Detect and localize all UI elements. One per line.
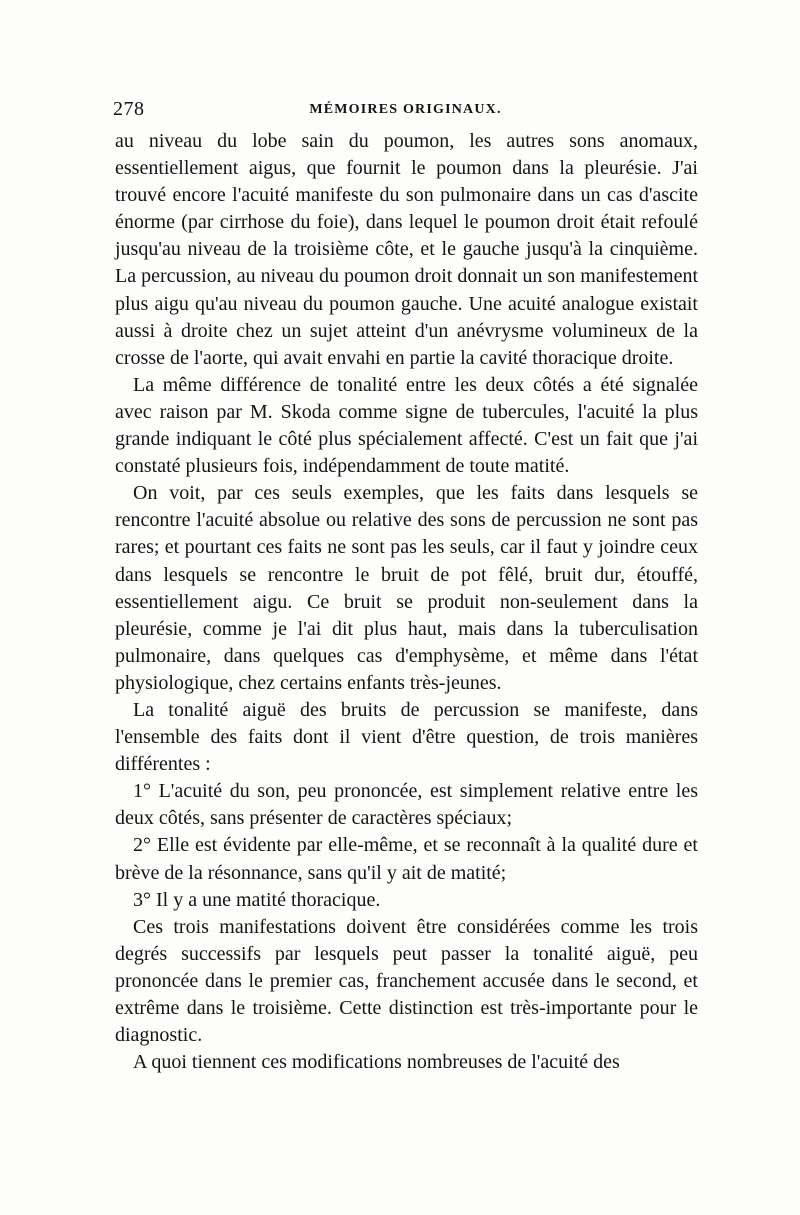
page-number: 278 [113,98,145,120]
list-item: 2° Elle est évidente par elle-même, et se reconnaît à la qualité dure et brève de la résonnance, sans qu'il y ait de matité; [115,834,698,884]
body-text [115,128,698,1076]
paragraph: La même différence de tonalité entre les deux côtés a été signalée avec raison par M. Skoda comme signe de tubercules, l'acuité la plus grande indiquant le côté plus spécialement affecté. C'est un fait que j'ai constaté plusieurs fois, indépendamment de toute matité. [115,373,698,478]
paragraph: Ces trois manifestations doivent être considérées comme les trois degrés successifs par lesquels peut passer la tonalité aiguë, peu prononcée dans le premier cas, franchement accusée dans le second, et extrême dans le troisième. Cette distinction est très-importante pour le diagnostic. [115,915,698,1047]
running-title: MÉMOIRES ORIGINAUX. [309,102,502,117]
paragraph: On voit, par ces seuls exemples, que les faits dans lesquels se rencontre l'acuité absolue ou relative des sons de percussion ne sont pas rares; et pourtant ces faits ne sont pas les seuls, car il faut y joindre ceux dans lesquels se rencontre le bruit de pot fêlé, bruit dur, étouffé, essentiellement aigu. Ce bruit se produit non-seulement dans la pleurésie, comme je l'ai dit plus haut, mais dans la tuberculisation pulmonaire, dans quelques cas d'emphysème, et même dans l'état physiologique, chez certains enfants très-jeunes. [115,482,698,694]
paragraph: La tonalité aiguë des bruits de percussion se manifeste, dans l'ensemble des faits dont il vient d'être question, de trois manières différentes : [115,698,698,776]
page-header [113,98,698,126]
paragraph: A quoi tiennent ces modifications nombreuses de l'acuité des [133,1051,620,1074]
list-item: 1° L'acuité du son, peu prononcée, est simplement relative entre les deux côtés, sans présenter de caractères spéciaux; [115,780,698,830]
paragraph: au niveau du lobe sain du poumon, les autres sons anomaux, essentiellement aigus, que fournit le poumon dans la pleurésie. J'ai trouvé encore l'acuité manifeste du son pulmonaire dans un cas d'ascite énorme (par cirrhose du foie), dans lequel le poumon droit était refoulé jusqu'au niveau de la troisième côte, et le gauche jusqu'à la cinquième. La percussion, au niveau du poumon droit donnait un son manifestement plus aigu qu'au niveau du poumon gauche. Une acuité analogue existait aussi à droite chez un sujet atteint d'un anévrysme volumineux de la crosse de l'aorte, qui avait envahi en partie la cavité thoracique droite. [115,130,698,369]
list-item: 3° Il y a une matité thoracique. [133,888,381,911]
